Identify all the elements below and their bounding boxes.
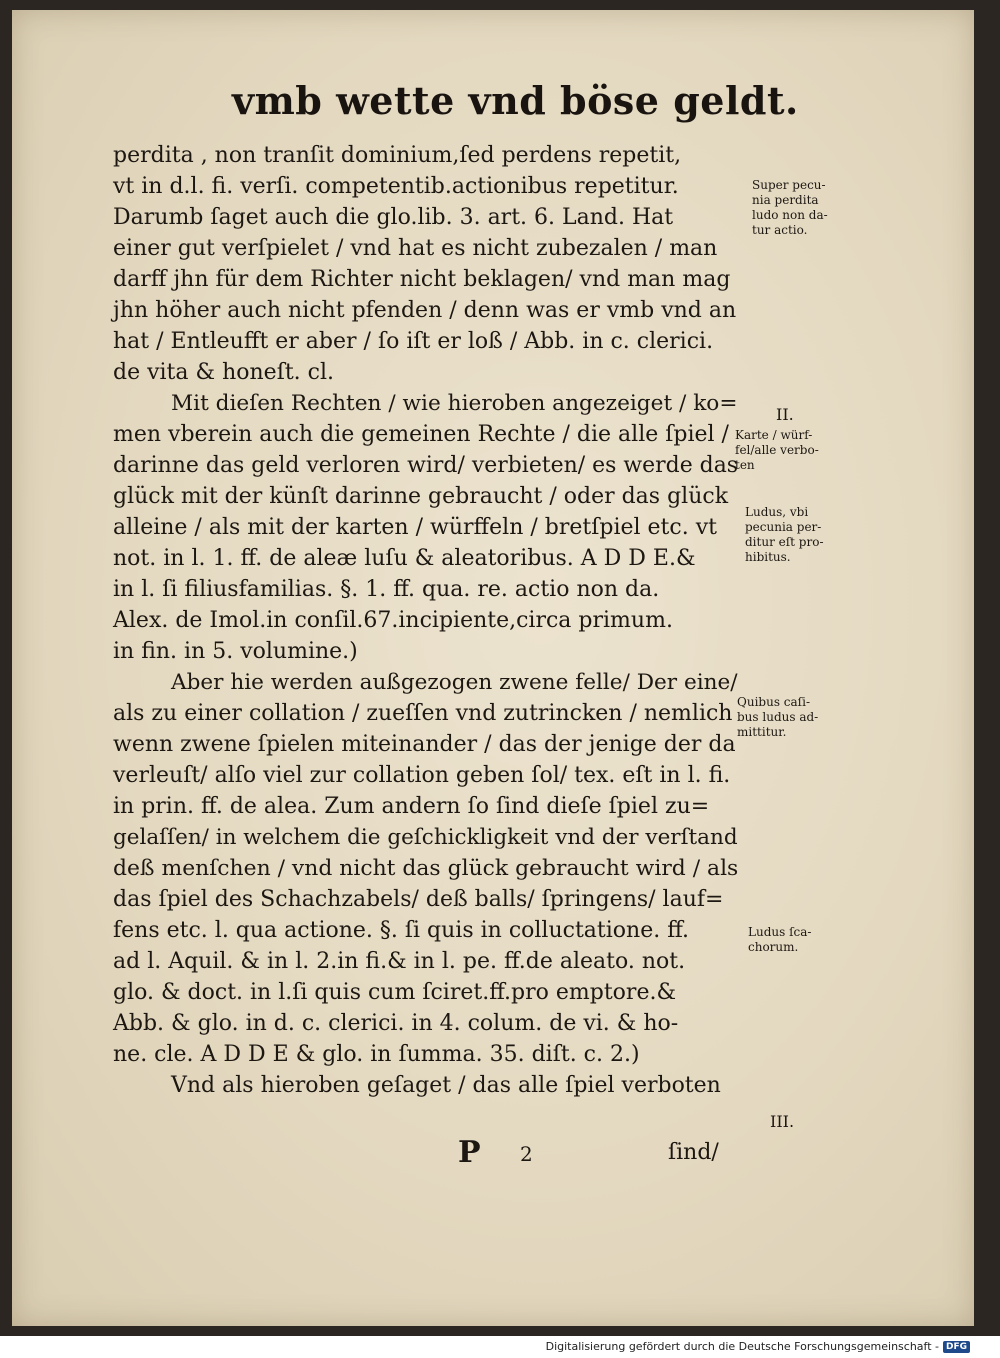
sidenote-line: ludo non da-	[752, 208, 828, 222]
text-line: Vnd als hieroben geſaget / das alle ſpiel verboten	[171, 1073, 721, 1098]
text-line: Abb. & glo. in d. c. clerici. in 4. colum. de vi. & ho-	[113, 1011, 679, 1036]
sidenote-line: mittitur.	[737, 725, 787, 739]
sidenote-2	[735, 428, 835, 473]
text-line: glück mit der künſt darinne gebraucht / oder das glück	[113, 484, 729, 509]
sidenote-line: Quibus caſi-	[737, 695, 810, 709]
sidenote-5	[748, 925, 848, 955]
text-line: alleine / als mit der karten / würffeln / bretſpiel etc. vt	[113, 515, 717, 540]
text-line: fens etc. l. qua actione. §. ſi quis in colluctatione. ff.	[113, 918, 690, 943]
text-line: darinne das geld verloren wird/ verbieten/ es werde das	[113, 453, 739, 478]
dfg-logo: DFG	[943, 1341, 970, 1353]
sidenote-line: Ludus ſca-	[748, 925, 812, 939]
text-line: darff jhn für dem Richter nicht beklagen/ vnd man mag	[113, 267, 731, 292]
text-line: hat / Entleufft er aber / ſo iſt er loß / Abb. in c. clerici.	[113, 329, 714, 354]
running-head: vmb wette vnd böse geldt.	[232, 78, 799, 123]
credit-text: Digitalisierung gefördert durch die Deutsche Forschungsgemeinschaft -	[545, 1340, 939, 1353]
text-line: in prin. ff. de alea. Zum andern ſo ſind dieſe ſpiel zu=	[113, 794, 710, 819]
text-line: Darumb ſaget auch die glo.lib. 3. art. 6. Land. Hat	[113, 205, 674, 230]
sidenote-1	[752, 178, 852, 238]
text-line: perdita , non tranſit dominium,ſed perdens repetit,	[113, 143, 682, 168]
text-line: vt in d.l. fi. verſi. competentib.actionibus repetitur.	[113, 174, 679, 199]
sidenote-line: Ludus, vbi	[745, 505, 809, 519]
sidenote-3	[745, 505, 845, 565]
text-line: jhn höher auch nicht pfenden / denn was er vmb vnd an	[113, 298, 737, 323]
text-line: not. in l. 1. ff. de aleæ luſu & aleatoribus. A D D E.&	[113, 546, 696, 571]
text-line: als zu einer collation / zueſſen vnd zutrincken / nemlich	[113, 701, 733, 726]
sidenote-line: hibitus.	[745, 550, 791, 564]
sidenote-line: fel/alle verbo-	[735, 443, 819, 457]
text-line: glo. & doct. in l.ſi quis cum ſciret.ff.pro emptore.&	[113, 980, 677, 1005]
sidenote-line: Super pecu-	[752, 178, 826, 192]
text-line: das ſpiel des Schachzabels/ deß balls/ ſpringens/ lauf=	[113, 887, 724, 912]
text-line: men vberein auch die gemeinen Rechte / die alle ſpiel /	[113, 422, 729, 447]
section-number-2: II.	[776, 405, 794, 424]
sidenote-4	[737, 695, 837, 740]
text-line: de vita & honeſt. cl.	[113, 360, 335, 385]
sidenote-line: tur actio.	[752, 223, 808, 237]
sidenote-line: Karte / würf-	[735, 428, 813, 442]
section-number-3: III.	[770, 1112, 795, 1131]
text-line: deß menſchen / vnd nicht das glück gebraucht wird / als	[113, 856, 739, 881]
signature-mark: P	[458, 1135, 481, 1170]
text-line: wenn zwene ſpielen miteinander / das der jenige der da	[113, 732, 736, 757]
text-line: in l. ſi filiusfamilias. §. 1. ff. qua. re. actio non da.	[113, 577, 660, 602]
sidenote-line: ten	[735, 458, 755, 472]
body-text	[113, 140, 738, 1101]
text-line: gelaſſen/ in welchem die geſchickligkeit vnd der verſtand	[113, 825, 738, 850]
sidenote-line: chorum.	[748, 940, 799, 954]
sidenote-line: ditur eſt pro-	[745, 535, 824, 549]
text-line: ne. cle. A D D E & glo. in ſumma. 35. diſt. c. 2.)	[113, 1042, 640, 1067]
text-line: einer gut verſpielet / vnd hat es nicht zubezalen / man	[113, 236, 718, 261]
text-line: ad l. Aquil. & in l. 2.in fi.& in l. pe. ff.de aleato. not.	[113, 949, 686, 974]
text-line: Alex. de Imol.in conſil.67.incipiente,circa primum.	[113, 608, 673, 633]
text-line: verleuſt/ alſo viel zur collation geben ſol/ tex. eſt in l. fi.	[113, 763, 731, 788]
text-line: Aber hie werden außgezogen zwene felle/ Der eine/	[171, 670, 738, 695]
sidenote-line: pecunia per-	[745, 520, 822, 534]
text-line: Mit dieſen Rechten / wie hieroben angezeiget / ko=	[171, 391, 738, 416]
sidenote-line: bus ludus ad-	[737, 710, 819, 724]
text-line: in fin. in 5. volumine.)	[113, 639, 358, 664]
sidenote-line: nia perdita	[752, 193, 819, 207]
digitization-credit	[546, 1340, 970, 1353]
signature-number: 2	[520, 1142, 533, 1166]
catchword: ſind/	[668, 1140, 719, 1165]
